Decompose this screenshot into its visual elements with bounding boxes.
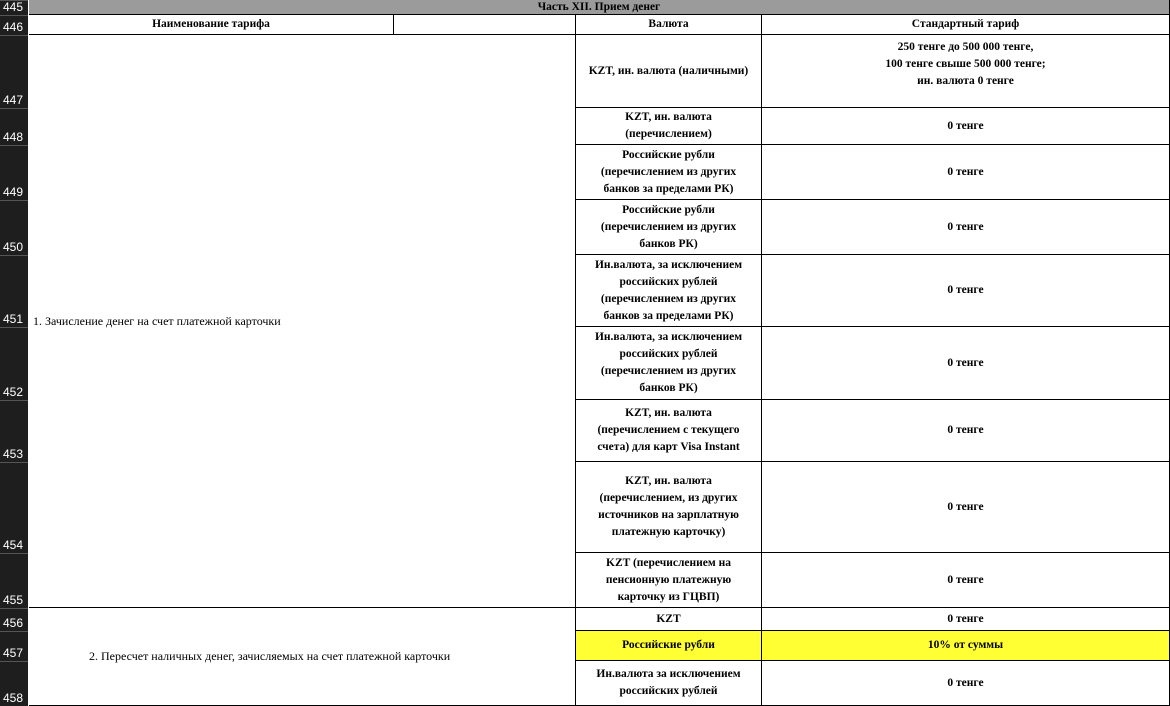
- tariff-cell[interactable]: 0 тенге: [762, 145, 1170, 200]
- tariff-cell[interactable]: 0 тенге: [762, 661, 1170, 706]
- currency-cell[interactable]: Ин.валюта, за исключением российских рублей (перечислением из других банков РК): [576, 327, 762, 400]
- tariff-cell[interactable]: 0 тенге: [762, 255, 1170, 327]
- row-number[interactable]: 452: [0, 327, 28, 400]
- tariff-name-group-1[interactable]: 1. Зачисление денег на счет платежной карточки: [29, 35, 576, 608]
- row-number[interactable]: 458: [0, 661, 28, 706]
- tariff-cell[interactable]: 0 тенге: [762, 200, 1170, 255]
- currency-cell[interactable]: KZT, ин. валюта (перечислением, из других источников на зарплатную платежную карточку): [576, 462, 762, 553]
- header-currency-cell[interactable]: Валюта: [576, 15, 762, 35]
- row-number[interactable]: 451: [0, 255, 28, 327]
- currency-cell[interactable]: Ин.валюта за исключением российских рублей: [576, 661, 762, 706]
- tariff-cell[interactable]: 0 тенге: [762, 327, 1170, 400]
- header-empty-cell[interactable]: [394, 15, 576, 35]
- row-number[interactable]: 450: [0, 200, 28, 255]
- tariff-cell[interactable]: 0 тенге: [762, 462, 1170, 553]
- tariff-cell-highlighted[interactable]: 10% от суммы: [762, 631, 1170, 661]
- row-number[interactable]: 449: [0, 145, 28, 200]
- currency-cell[interactable]: KZT, ин. валюта (наличными): [576, 35, 762, 108]
- header-name-cell[interactable]: Наименование тарифа: [29, 15, 394, 35]
- tariff-cell[interactable]: 0 тенге: [762, 553, 1170, 608]
- currency-cell[interactable]: Российские рубли (перечислением из других банков за пределами РК): [576, 145, 762, 200]
- row-number-column: [0, 0, 28, 706]
- currency-cell[interactable]: KZT: [576, 608, 762, 631]
- tariff-table: [29, 0, 1170, 706]
- section-title-cell[interactable]: Часть XII. Прием денег: [29, 0, 1170, 15]
- currency-cell[interactable]: Ин.валюта, за исключением российских рублей (перечислением из других банков за пределами РК): [576, 255, 762, 327]
- row-number[interactable]: 445: [0, 0, 28, 15]
- row-number[interactable]: 457: [0, 631, 28, 661]
- row-number[interactable]: 456: [0, 608, 28, 631]
- tariff-name-group-2[interactable]: 2. Пересчет наличных денег, зачисляемых на счет платежной карточки: [29, 608, 576, 706]
- currency-cell[interactable]: KZT (перечислением на пенсионную платежную карточку из ГЦВП): [576, 553, 762, 608]
- row-number[interactable]: 455: [0, 553, 28, 608]
- tariff-cell[interactable]: 0 тенге: [762, 608, 1170, 631]
- row-number[interactable]: 447: [0, 35, 28, 108]
- currency-cell-highlighted[interactable]: Российские рубли: [576, 631, 762, 661]
- tariff-cell[interactable]: 250 тенге до 500 000 тенге, 100 тенге свыше 500 000 тенге; ин. валюта 0 тенге: [762, 35, 1170, 108]
- tariff-cell[interactable]: 0 тенге: [762, 400, 1170, 462]
- row-number[interactable]: 454: [0, 462, 28, 553]
- row-number[interactable]: 448: [0, 108, 28, 145]
- row-number[interactable]: 446: [0, 15, 28, 35]
- currency-cell[interactable]: Российские рубли (перечислением из других банков РК): [576, 200, 762, 255]
- row-number[interactable]: 453: [0, 400, 28, 462]
- tariff-cell[interactable]: 0 тенге: [762, 108, 1170, 145]
- header-tariff-cell[interactable]: Стандартный тариф: [762, 15, 1170, 35]
- currency-cell[interactable]: KZT, ин. валюта (перечислением): [576, 108, 762, 145]
- currency-cell[interactable]: KZT, ин. валюта (перечислением с текущего счета) для карт Visa Instant: [576, 400, 762, 462]
